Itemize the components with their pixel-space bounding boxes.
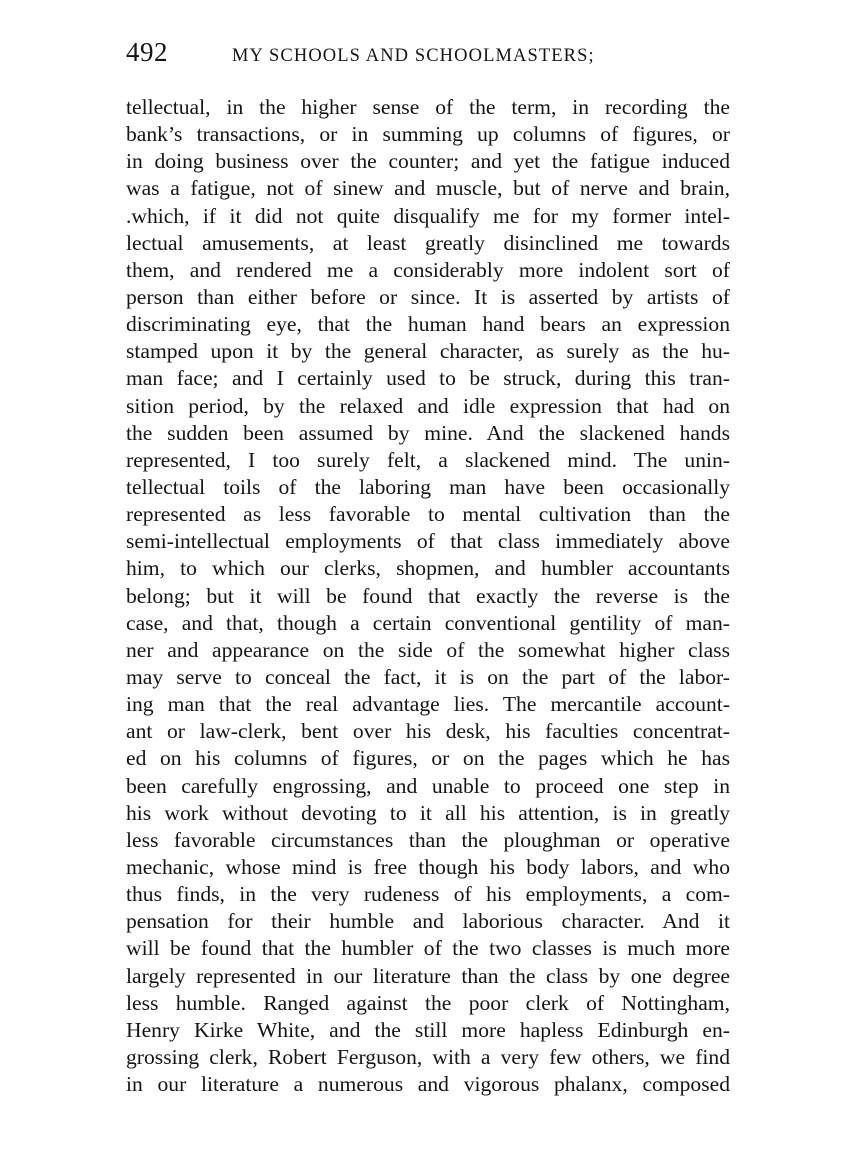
text-line: been carefully engrossing, and unable to proceed one step in bbox=[126, 773, 730, 798]
text-line: will be found that the humbler of the two classes is much more bbox=[126, 936, 730, 961]
text-line: his work without devoting to it all his attention, is in greatly bbox=[126, 800, 730, 825]
text-line: tellectual toils of the laboring man have been occasionally bbox=[126, 474, 730, 499]
text-line: mechanic, whose mind is free though his body labors, and who bbox=[126, 854, 730, 879]
text-line: semi-intellectual employments of that class immediately above bbox=[126, 529, 730, 554]
text-line: ant or law-clerk, bent over his desk, his faculties concentrat- bbox=[126, 719, 730, 744]
text-line: ed on his columns of figures, or on the pages which he has bbox=[126, 746, 730, 771]
text-line: them, and rendered me a considerably more indolent sort of bbox=[126, 257, 730, 282]
text-line: grossing clerk, Robert Ferguson, with a very few others, we find bbox=[126, 1044, 730, 1069]
text-line: Henry Kirke White, and the still more hapless Edinburgh en- bbox=[126, 1017, 730, 1042]
text-line: lectual amusements, at least greatly disinclined me towards bbox=[126, 230, 730, 255]
body-text bbox=[126, 94, 730, 1098]
text-line: him, to which our clerks, shopmen, and humbler accountants bbox=[126, 556, 730, 581]
text-line: thus finds, in the very rudeness of his employments, a com- bbox=[126, 882, 730, 907]
text-line: less favorable circumstances than the ploughman or operative bbox=[126, 827, 730, 852]
text-line: belong; but it will be found that exactly the reverse is the bbox=[126, 583, 730, 608]
text-line: discriminating eye, that the human hand bears an expression bbox=[126, 312, 730, 337]
text-line: represented as less favorable to mental cultivation than the bbox=[126, 502, 730, 527]
text-line: ner and appearance on the side of the somewhat higher class bbox=[126, 637, 730, 662]
text-line: person than either before or since. It is asserted by artists of bbox=[126, 284, 730, 309]
text-line: ing man that the real advantage lies. The mercantile account- bbox=[126, 692, 730, 717]
text-line: stamped upon it by the general character, as surely as the hu- bbox=[126, 339, 730, 364]
text-line: the sudden been assumed by mine. And the slackened hands bbox=[126, 420, 730, 445]
text-line: man face; and I certainly used to be struck, during this tran- bbox=[126, 366, 730, 391]
text-line: less humble. Ranged against the poor clerk of Nottingham, bbox=[126, 990, 730, 1015]
text-line: tellectual, in the higher sense of the term, in recording the bbox=[126, 95, 730, 119]
text-line: case, and that, though a certain conventional gentility of man- bbox=[126, 610, 730, 635]
text-line: bank’s transactions, or in summing up columns of figures, or bbox=[126, 122, 730, 147]
text-line: in doing business over the counter; and yet the fatigue induced bbox=[126, 149, 730, 174]
text-line: was a fatigue, not of sinew and muscle, but of nerve and brain, bbox=[126, 176, 730, 201]
running-title: MY SCHOOLS AND SCHOOLMASTERS; bbox=[232, 46, 595, 66]
text-line: may serve to conceal the fact, it is on the part of the labor- bbox=[126, 664, 730, 689]
page-header bbox=[126, 34, 730, 74]
text-line: sition period, by the relaxed and idle expression that had on bbox=[126, 393, 730, 418]
text-line: in our literature a numerous and vigorous phalanx, composed bbox=[126, 1072, 730, 1097]
text-line: represented, I too surely felt, a slackened mind. The unin- bbox=[126, 447, 730, 472]
text-line: .which, if it did not quite disqualify me for my former intel- bbox=[126, 203, 730, 228]
text-line: pensation for their humble and laborious character. And it bbox=[126, 909, 730, 934]
page-number: 492 bbox=[126, 37, 168, 67]
text-line: largely represented in our literature than the class by one degree bbox=[126, 963, 730, 988]
